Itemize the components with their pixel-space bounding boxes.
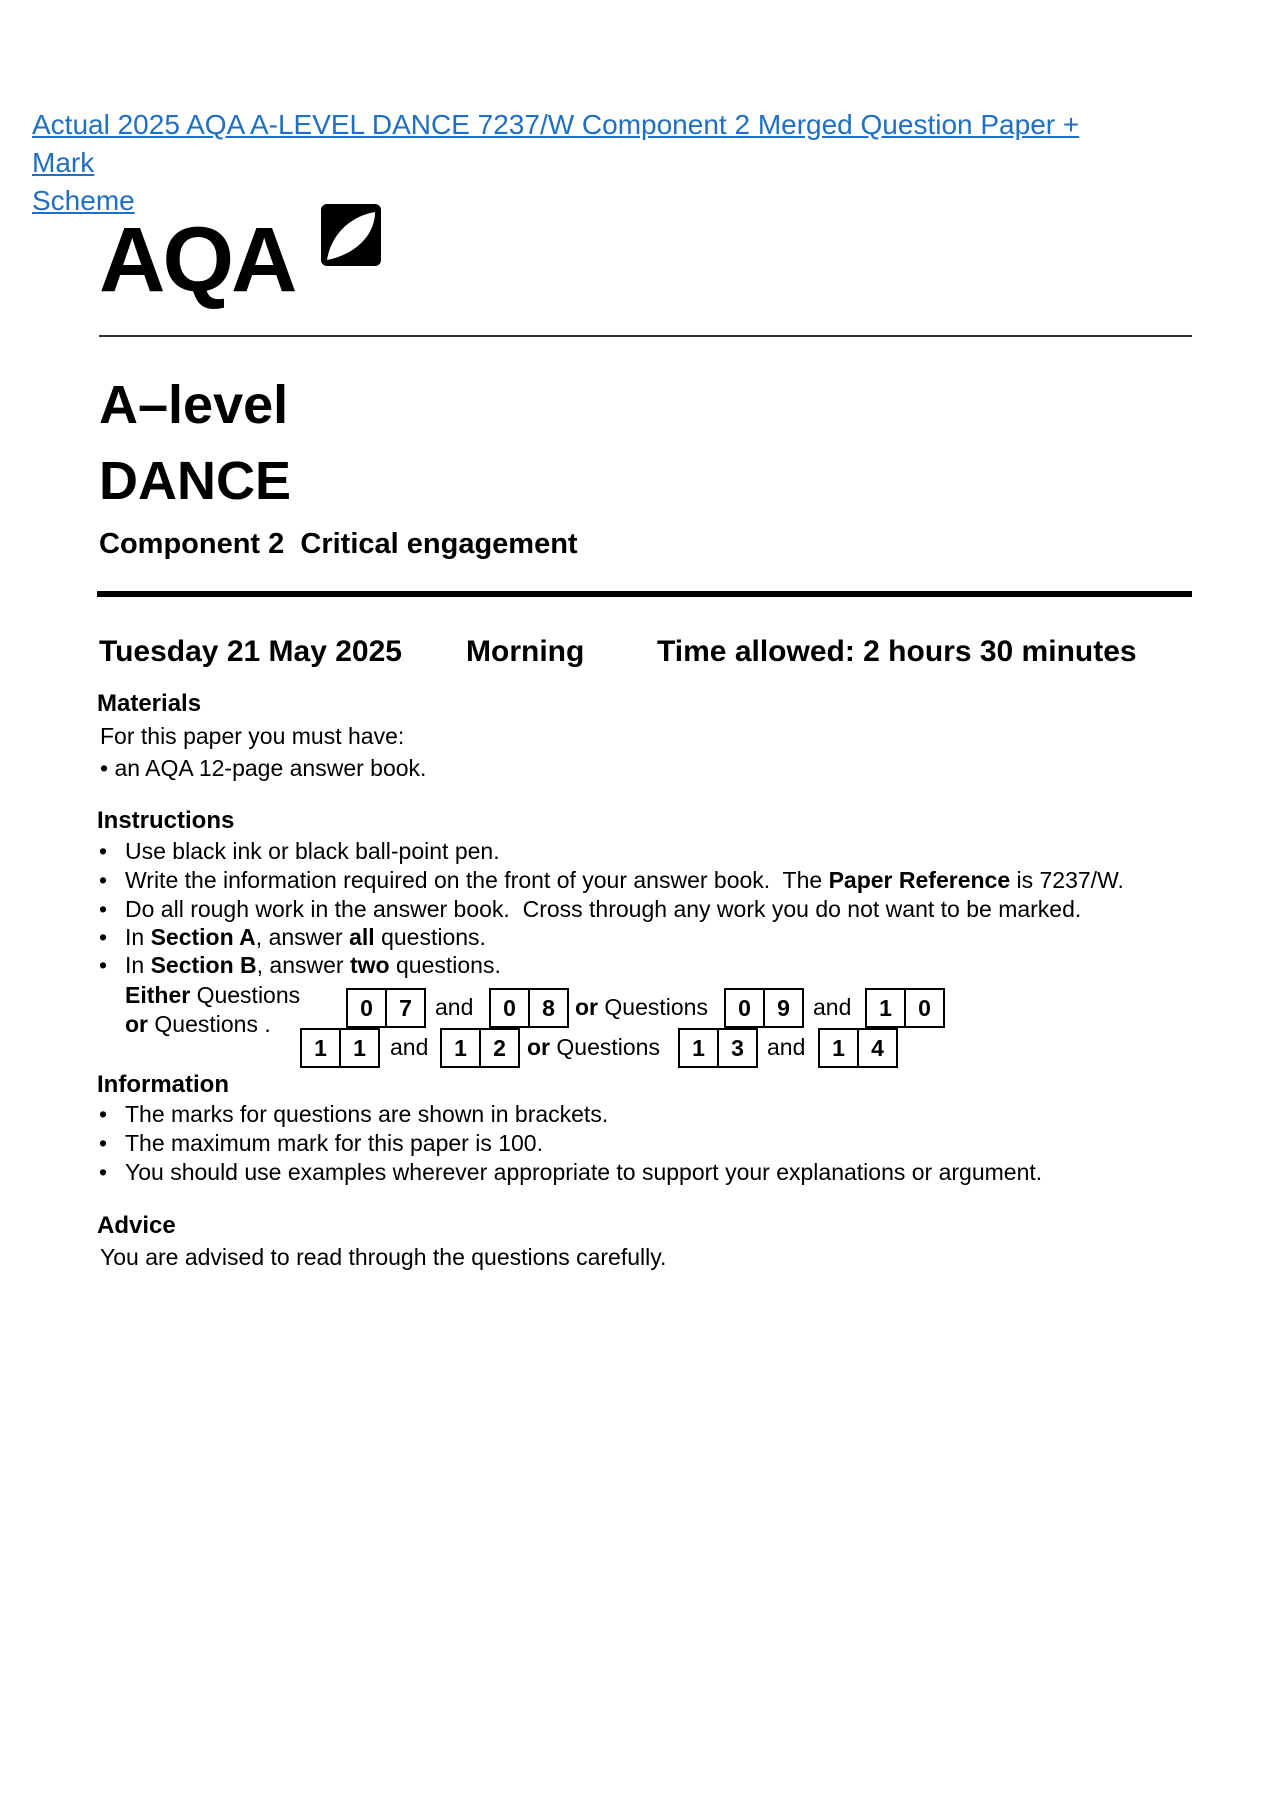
materials-item: • an AQA 12-page answer book.: [100, 755, 427, 781]
question-box-07: 0 7: [346, 988, 426, 1028]
title-link-line1[interactable]: Actual 2025 AQA A-LEVEL DANCE 7237/W Component 2 Merged Question Paper +: [32, 109, 1080, 140]
and-label: and: [767, 1034, 806, 1060]
information-heading: Information: [97, 1071, 229, 1098]
divider-thick: [97, 591, 1192, 597]
exam-session: Morning: [466, 635, 585, 668]
materials-heading: Materials: [97, 690, 202, 717]
instruction-item: • Do all rough work in the answer book. Cross through any work you do not want to be marked.: [99, 896, 1082, 922]
aqa-logo: AQA: [99, 204, 384, 304]
leaf-logo-icon: [321, 204, 381, 266]
instruction-item: • In Section A, answer all questions.: [99, 924, 486, 950]
instruction-item: • In Section B, answer two questions.: [99, 952, 501, 978]
question-box-14: 1 4: [818, 1028, 898, 1068]
question-box-13: 1 3: [678, 1028, 758, 1068]
instructions-heading: Instructions: [97, 807, 235, 834]
and-label: and: [390, 1034, 429, 1060]
question-box-12: 1 2: [440, 1028, 520, 1068]
or-questions-label: or Questions: [575, 994, 708, 1020]
or-questions-label: or Questions .: [125, 1011, 271, 1037]
either-questions-label: Either Questions: [125, 982, 301, 1008]
question-box-09: 0 9: [724, 988, 804, 1028]
or-questions-label: or Questions: [527, 1034, 660, 1060]
instruction-item: • Write the information required on the front of your answer book. The Paper Reference is 7237/W.: [99, 867, 1124, 893]
question-box-11: 1 1: [300, 1028, 380, 1068]
and-label: and: [813, 994, 852, 1020]
and-label: and: [435, 994, 474, 1020]
level-heading: A–level: [99, 375, 289, 435]
title-link-line3[interactable]: Scheme: [32, 185, 135, 216]
information-item: • The maximum mark for this paper is 100.: [99, 1130, 543, 1156]
question-box-08: 0 8: [489, 988, 569, 1028]
exam-date: Tuesday 21 May 2025: [99, 635, 402, 668]
question-box-10: 1 0: [865, 988, 945, 1028]
information-item: • The marks for questions are shown in brackets.: [99, 1101, 609, 1127]
time-allowed: Time allowed: 2 hours 30 minutes: [657, 635, 1137, 668]
component-heading: Component 2 Critical engagement: [99, 528, 578, 560]
materials-intro: For this paper you must have:: [100, 723, 405, 749]
subject-heading: DANCE: [99, 451, 292, 511]
information-item: • You should use examples wherever appropriate to support your explanations or argument.: [99, 1159, 1043, 1185]
divider-thin: [99, 335, 1192, 337]
instruction-item: • Use black ink or black ball-point pen.: [99, 838, 500, 864]
advice-text: You are advised to read through the questions carefully.: [100, 1244, 667, 1270]
title-link-line2[interactable]: Mark: [32, 147, 95, 178]
advice-heading: Advice: [97, 1212, 176, 1239]
